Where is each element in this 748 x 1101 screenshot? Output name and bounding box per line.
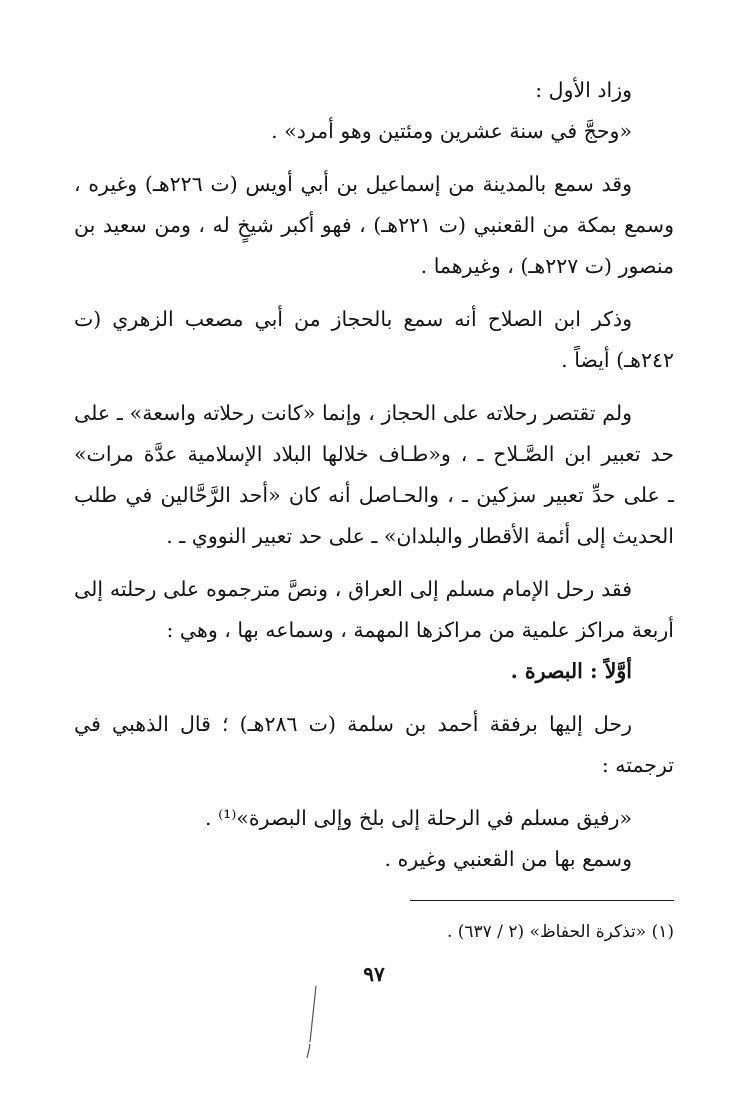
text-line: وذكر ابن الصلاح أنه سمع بالحجاز من أبي مصعب الزهري (ت	[74, 307, 632, 331]
text-line: أربعة مراكز علمية من مراكزها المهمة ، وسماعه بها ، وهي :	[166, 618, 674, 642]
text-line: ٢٤٢هـ) أيضاً .	[561, 348, 674, 372]
text-line: وزاد الأول :	[535, 78, 632, 102]
text-line: وسمع بها من القعنبي وغيره .	[384, 847, 632, 871]
scan-mark	[296, 984, 326, 1060]
quote-line: «رفيق مسلم في الرحلة إلى بلخ وإلى البصرة»⁽¹⁾ .	[205, 806, 632, 830]
text-line: منصور (ت ٢٢٧هـ) ، وغيرهما .	[420, 254, 674, 278]
footnote-separator	[410, 900, 674, 901]
quote-line: «وحجَّ في سنة عشرين ومئتين وهو أمرد» .	[271, 119, 632, 143]
text-line: الحديث إلى أئمة الأقطار والبلدان» ـ على حد تعبير النووي ـ .	[166, 524, 674, 548]
text-line: حد تعبير ابن الصَّـلاح ـ ، و«طـاف خلالها البلاد الإسلامية عدَّة مرات»	[74, 442, 674, 466]
text-line: ـ على حدِّ تعبير سزكين ـ ، والحـاصل أنه كان «أحد الرَّحَّالين في طلب	[74, 483, 674, 507]
text-line: وقد سمع بالمدينة من إسماعيل بن أبي أويس (ت ٢٢٦هـ) وغيره ،	[74, 172, 632, 196]
text-line: ولم تقتصر رحلاته على الحجاز ، وإنما «كانت رحلاته واسعة» ـ على	[74, 401, 632, 425]
section-heading: أوَّلاً : البصرة .	[510, 659, 632, 683]
text-line: فقد رحل الإمام مسلم إلى العراق ، ونصَّ مترجموه على رحلته إلى	[74, 577, 632, 601]
text-line: ترجمته :	[601, 753, 674, 777]
text-line: رحل إليها برفقة أحمد بن سلمة (ت ٢٨٦هـ) ؛ قال الذهبي في	[74, 712, 632, 736]
text-line: وسمع بمكة من القعنبي (ت ٢٢١هـ) ، فهو أكبر شيخٍ له ، ومن سعيد بن	[74, 213, 674, 237]
page-number: ٩٧	[363, 962, 385, 986]
footnote: (١) «تذكرة الحفاظ» (٢ / ٦٣٧) .	[446, 922, 674, 942]
page-body	[74, 70, 674, 880]
